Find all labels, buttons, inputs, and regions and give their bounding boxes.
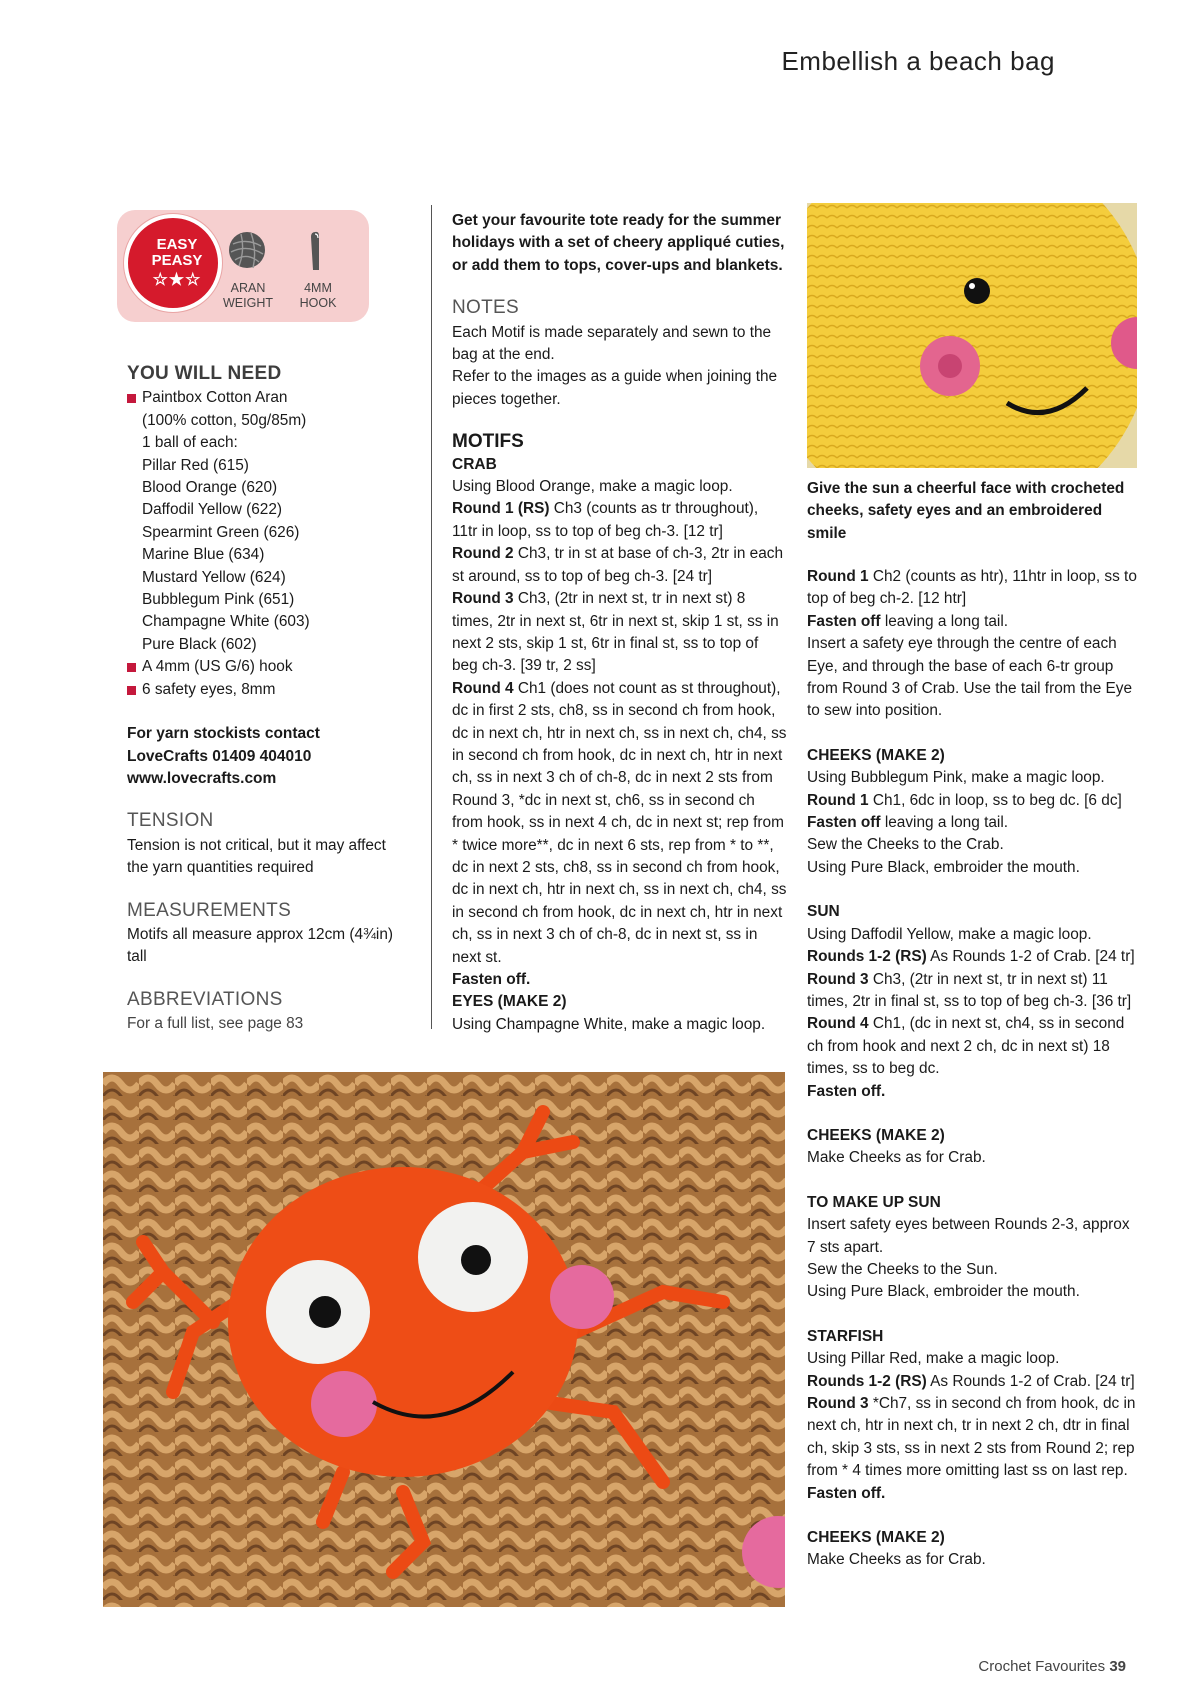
cheeks-round1 <box>807 790 1142 812</box>
round-label: Fasten off <box>807 612 881 630</box>
list-item: Marine Blue (634) <box>142 546 265 564</box>
starfish-intro: Using Pillar Red, make a magic loop. <box>807 1350 1060 1368</box>
round-text: As Rounds 1-2 of Crab. [24 tr] <box>926 948 1135 966</box>
round-label: Round 4 <box>452 679 514 697</box>
eyes-intro: Using Champagne White, make a magic loop. <box>452 1015 766 1033</box>
stockists-phone: LoveCrafts 01409 404010 <box>127 747 312 765</box>
hook-icon <box>309 228 323 272</box>
left-column <box>127 363 407 1036</box>
round-label: Round 1 (RS) <box>452 500 550 518</box>
starfish-round3 <box>807 1393 1142 1483</box>
starfish-cheeks-heading: CHEEKS (MAKE 2) <box>807 1529 945 1547</box>
round-label: Round 3 <box>807 970 869 988</box>
round-text: As Rounds 1-2 of Crab. [24 tr] <box>926 1372 1135 1390</box>
round-label: Round 1 <box>807 568 869 585</box>
list-item: Pillar Red (615) <box>142 456 249 474</box>
materials-list <box>127 387 407 701</box>
round-label: Round 3 <box>452 590 514 608</box>
abbreviations-text: For a full list, see page 83 <box>127 1015 304 1033</box>
list-item: Spearmint Green (626) <box>142 523 300 541</box>
cheeks-p2: Using Pure Black, embroider the mouth. <box>807 858 1080 876</box>
sun-fasten-off: Fasten off. <box>807 1082 886 1100</box>
starfish-heading: STARFISH <box>807 1327 884 1345</box>
make-up-sun-p2: Sew the Cheeks to the Sun. <box>807 1260 998 1278</box>
list-item: Paintbox Cotton Aran <box>127 387 407 409</box>
round-text: leaving a long tail. <box>880 814 1009 832</box>
notes-p2: Refer to the images as a guide when joining the pieces together. <box>452 368 778 408</box>
difficulty-line1: EASY <box>156 236 198 253</box>
eyes-round1 <box>807 566 1142 611</box>
hook-line2: HOOK <box>299 296 337 310</box>
crab-round1 <box>452 498 787 543</box>
sun-photo <box>807 203 1137 468</box>
abbreviations-heading: ABBREVIATIONS <box>127 988 283 1010</box>
round-text: Ch3, (2tr in next st, tr in next st) 11 times, 2tr in final st, ss to top of beg ch-3. [36 tr] <box>807 970 1132 1010</box>
stars-icon: ☆★☆ <box>152 270 202 289</box>
page-footer <box>978 1658 1126 1675</box>
round-text: Ch2 (counts as htr), 11htr in loop, ss to top of beg ch-2. [12 htr] <box>807 568 1137 608</box>
right-column <box>807 566 1142 1572</box>
tension-text: Tension is not critical, but it may affect the yarn quantities required <box>127 836 386 877</box>
measurements-text: Motifs all measure approx 12cm (4¾in) tall <box>127 925 394 966</box>
crab-round2 <box>452 543 787 588</box>
sun-cheeks-heading: CHEEKS (MAKE 2) <box>807 1126 945 1144</box>
sun-round3 <box>807 969 1142 1014</box>
crab-fasten-off: Fasten off. <box>452 971 531 988</box>
cheeks-heading: CHEEKS (MAKE 2) <box>807 746 945 764</box>
cheeks-intro: Using Bubblegum Pink, make a magic loop. <box>807 769 1105 787</box>
cheeks-p1: Sew the Cheeks to the Crab. <box>807 836 1004 854</box>
eyes-heading: EYES (MAKE 2) <box>452 993 567 1011</box>
make-up-sun-p3: Using Pure Black, embroider the mouth. <box>807 1283 1080 1301</box>
tension-heading: TENSION <box>127 810 214 832</box>
round-text: Ch3, tr in st at base of ch-3, 2tr in each st around, ss to top of beg ch-3. [24 tr] <box>452 545 784 585</box>
list-item: Bubblegum Pink (651) <box>142 591 295 609</box>
motifs-heading: MOTIFS <box>452 431 524 453</box>
list-item: Daffodil Yellow (622) <box>142 501 283 519</box>
column-divider <box>431 205 432 1029</box>
round-text: *Ch7, ss in second ch from hook, dc in next ch, htr in next ch, tr in next 2 ch, dtr in final ch, skip 3 sts, ss in next 2 sts from Round 2; rep from * 4 times more omitting last ss on last rep. <box>807 1395 1136 1480</box>
crab-motif-image <box>103 1072 785 1607</box>
list-item: Champagne White (603) <box>142 613 310 631</box>
sun-intro: Using Daffodil Yellow, make a magic loop. <box>807 925 1092 943</box>
cheeks-fasten <box>807 812 1142 834</box>
list-item: Pure Black (602) <box>142 635 257 653</box>
list-item: Mustard Yellow (624) <box>142 568 286 586</box>
round-label: Round 3 <box>807 1395 869 1412</box>
measurements-heading: MEASUREMENTS <box>127 899 292 921</box>
weight-line1: ARAN <box>230 281 266 295</box>
hook-line1: 4MM <box>304 281 332 295</box>
list-item: Blood Orange (620) <box>142 479 278 497</box>
stockists-line1: For yarn stockists contact <box>127 725 320 743</box>
round-label: Round 1 <box>807 791 869 809</box>
sun-caption: Give the sun a cheerful face with crocheted cheeks, safety eyes and an embroidered smile <box>807 480 1125 542</box>
eyes-fasten <box>807 611 1142 633</box>
eyes-text: Insert a safety eye through the centre of each Eye, and through the base of each 6-tr group from Round 3 of Crab. Use the tail from the Eye to sew into position. <box>807 635 1133 720</box>
round-text: Ch3, (2tr in next st, tr in next st) 8 times, 2tr in next st, 6tr in next st, skip 1 st, ss in next 2 sts, skip 1 st, 6tr in final st, ss to top of beg ch-3. [39 tr, 2 ss] <box>452 590 779 675</box>
difficulty-label <box>128 237 226 288</box>
stockists-url[interactable]: www.lovecrafts.com <box>127 769 277 787</box>
round-text: Ch1, (dc in next st, ch4, ss in second ch from hook and next 2 ch, dc in next st) 18 times, ss to beg dc. <box>807 1015 1125 1078</box>
crab-heading: CRAB <box>452 455 497 473</box>
list-item: (100% cotton, 50g/85m) <box>142 411 307 429</box>
round-label: Rounds 1-2 (RS) <box>807 948 927 966</box>
crab-photo <box>103 1072 785 1607</box>
round-label: Rounds 1-2 (RS) <box>807 1372 927 1390</box>
sun-rounds12 <box>807 946 1142 968</box>
round-text: leaving a long tail. <box>880 612 1009 630</box>
starfish-fasten-off: Fasten off. <box>807 1484 886 1502</box>
crab-round3 <box>452 588 787 678</box>
crab-intro: Using Blood Orange, make a magic loop. <box>452 478 733 496</box>
intro-text: Get your favourite tote ready for the summer holidays with a set of cheery appliqué cuties, or add them to tops, cover-ups and blankets. <box>452 212 785 274</box>
sun-heading: SUN <box>807 903 840 921</box>
round-label: Round 2 <box>452 545 514 563</box>
notes-p1: Each Motif is made separately and sewn to the bag at the end. <box>452 323 772 364</box>
sun-motif-image <box>807 203 1137 468</box>
weight-label <box>214 281 282 311</box>
round-text: Ch3 (counts as tr throughout), 11tr in loop, ss to top of beg ch-3. [12 tr] <box>452 500 759 540</box>
make-up-sun-heading: TO MAKE UP SUN <box>807 1193 941 1211</box>
you-will-need-heading: YOU WILL NEED <box>127 363 282 384</box>
magazine-name: Crochet Favourites <box>978 1658 1106 1675</box>
middle-column <box>452 210 787 1036</box>
round-label: Fasten off <box>807 814 881 832</box>
round-text: Ch1 (does not count as st throughout), dc in first 2 sts, ch8, ss in second ch from hook, dc in next ch, htr in next ch, ss in next ch, ch4, ss in second ch from hook, dc in next ch, htr in next ch, ss in next 3 ch of ch-8, dc in next 2 sts from Round 3, *dc in next st, ch6, ss in second ch from hook, ss in next 4 ch, dc in next st; rep from * twice more**, dc in next 6 sts, rep from * to **, dc in next 2 sts, ch8, ss in second ch from hook, dc in next ch, htr in next ch, ss in next ch, ch4, ss in second ch from hook, dc in next ch, htr in next ch, ss in next 3 ch of ch-8, dc in next st, ss in next st. <box>452 679 787 966</box>
round-text: Ch1, 6dc in loop, ss to beg dc. [6 dc] <box>868 791 1122 809</box>
list-item: A 4mm (US G/6) hook <box>127 656 407 678</box>
yarn-ball-icon <box>227 230 267 270</box>
page-number: 39 <box>1109 1658 1126 1675</box>
starfish-cheeks-text: Make Cheeks as for Crab. <box>807 1551 986 1569</box>
difficulty-line2: PEASY <box>151 252 203 269</box>
notes-heading: NOTES <box>452 297 519 319</box>
make-up-sun-p1: Insert safety eyes between Rounds 2-3, approx 7 sts apart. <box>807 1216 1130 1256</box>
crab-round4 <box>452 678 787 969</box>
list-item: 6 safety eyes, 8mm <box>127 679 407 701</box>
weight-line2: WEIGHT <box>223 296 273 310</box>
sun-cheeks-text: Make Cheeks as for Crab. <box>807 1149 986 1167</box>
page-title: Embellish a beach bag <box>781 46 1055 76</box>
list-item: 1 ball of each: <box>142 434 238 452</box>
hook-label <box>290 281 346 311</box>
sun-round4 <box>807 1013 1142 1080</box>
round-label: Round 4 <box>807 1015 869 1033</box>
starfish-rounds12 <box>807 1371 1142 1393</box>
